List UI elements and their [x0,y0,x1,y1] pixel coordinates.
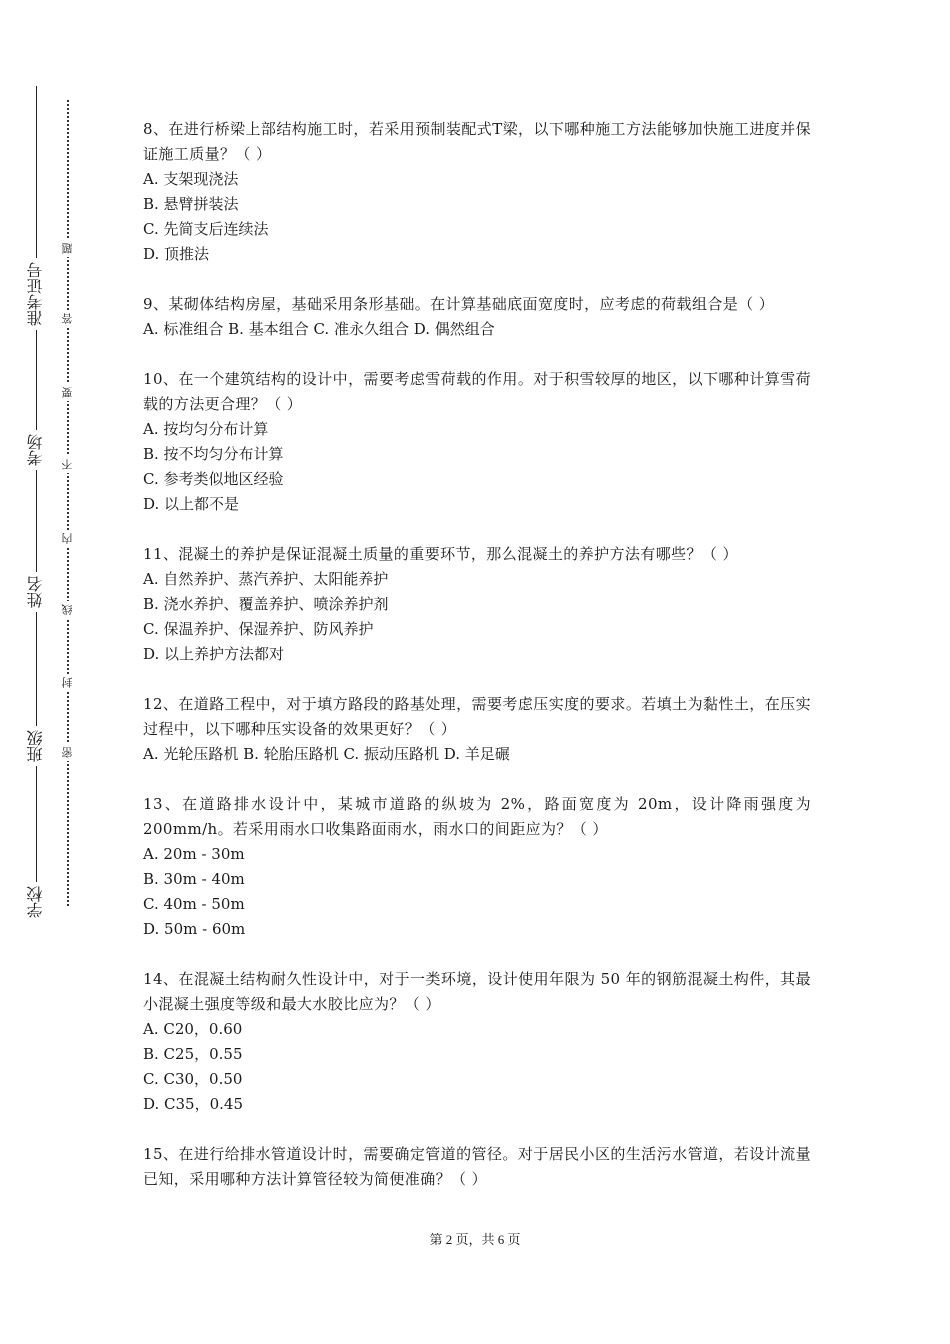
option-a: A. 按均匀分布计算 [143,420,269,438]
option-c: C. 参考类似地区经验 [143,470,284,488]
binding-dotted-line [67,100,69,906]
question-text: 10、在一个建筑结构的设计中，需要考虑雪荷载的作用。对于积雪较厚的地区，以下哪种计算雪荷载的方法更合理？（ ） [143,370,811,413]
seal-char: 要 [58,384,78,401]
option-c: C. 40m - 50m [143,895,245,913]
question-12 [143,692,811,767]
option-b: B. C25，0.55 [143,1045,243,1063]
option-d: D. 以上养护方法都对 [143,645,285,663]
option-d: D. 以上都不是 [143,495,240,513]
option-b: B. 悬臂拼装法 [143,195,239,213]
question-10 [143,367,811,517]
option-d: D. 顶推法 [143,245,210,263]
option-d: D. 50m - 60m [143,920,246,938]
field-school-label: 学校 [24,882,48,922]
question-text: 9、某砌体结构房屋，基础采用条形基础。在计算基础底面宽度时，应考虑的荷载组合是（ ） [143,295,775,313]
question-text: 11、混凝土的养护是保证混凝土质量的重要环节，那么混凝土的养护方法有哪些？（ ） [143,545,738,563]
option-b: B. 按不均匀分布计算 [143,445,284,463]
option-a: A. 支架现浇法 [143,170,239,188]
question-text: 13、在道路排水设计中，某城市道路的纵坡为 2%，路面宽度为 20m，设计降雨强度为200mm/h。若采用雨水口收集路面雨水，雨水口的间距应为？（ ） [143,795,811,838]
seal-char: 不 [58,456,78,473]
option-a: A. C20，0.60 [143,1020,243,1038]
field-class-label: 班级 [24,726,48,766]
seal-char: 内 [58,530,78,547]
question-11 [143,542,811,667]
field-name-label: 姓名 [24,572,48,612]
option-b: B. 30m - 40m [143,870,245,888]
binding-solid-line [36,86,37,890]
question-14 [143,967,811,1117]
field-exam-room-label: 考场 [24,430,48,470]
page-footer: 第 2 页，共 6 页 [429,1232,521,1247]
binding-margin [0,0,120,1344]
option-d: D. C35，0.45 [143,1095,243,1113]
option-inline: A. 光轮压路机 B. 轮胎压路机 C. 振动压路机 D. 羊足碾 [143,745,510,763]
option-b: B. 浇水养护、覆盖养护、喷涂养护剂 [143,595,389,613]
option-c: C. 先简支后连续法 [143,220,269,238]
question-list [143,117,811,1217]
option-c: C. C30，0.50 [143,1070,243,1088]
question-text: 8、在进行桥梁上部结构施工时，若采用预制装配式T梁，以下哪种施工方法能够加快施工进度并保证施工质量？（ ） [143,120,811,163]
question-text: 15、在进行给排水管道设计时，需要确定管道的管径。对于居民小区的生活污水管道，若设计流量已知，采用哪种方法计算管径较为简便准确？（ ） [143,1145,811,1188]
seal-char: 封 [58,674,78,691]
question-8 [143,117,811,267]
question-text: 14、在混凝土结构耐久性设计中，对于一类环境，设计使用年限为 50 年的钢筋混凝土构件，其最小混凝土强度等级和最大水胶比应为？（ ） [143,970,811,1013]
question-9 [143,292,811,342]
option-c: C. 保温养护、保湿养护、防风养护 [143,620,374,638]
option-a: A. 自然养护、蒸汽养护、太阳能养护 [143,570,389,588]
question-text: 12、在道路工程中，对于填方路段的路基处理，需要考虑压实度的要求。若填土为黏性土，在压实过程中，以下哪种压实设备的效果更好？（ ） [143,695,811,738]
seal-char: 题 [58,240,78,257]
question-15 [143,1142,811,1192]
seal-char: 密 [58,744,78,761]
seal-char: 答 [58,310,78,327]
seal-char: 线 [58,601,78,618]
option-a: A. 20m - 30m [143,845,245,863]
question-13 [143,792,811,942]
field-exam-id-label: 准考证号 [24,258,48,330]
option-inline: A. 标准组合 B. 基本组合 C. 准永久组合 D. 偶然组合 [143,320,495,338]
